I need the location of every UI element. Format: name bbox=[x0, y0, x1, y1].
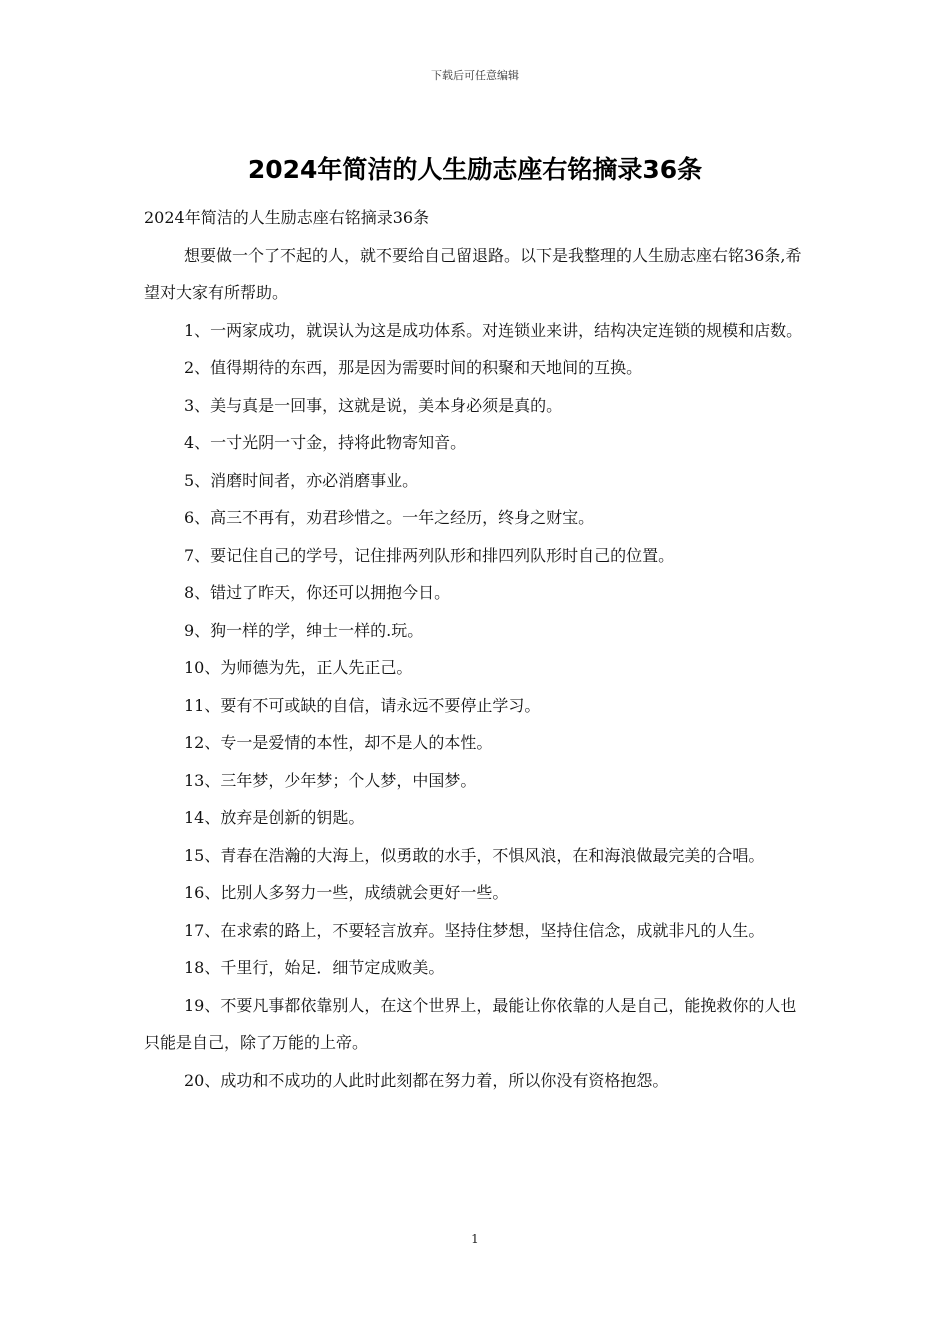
list-item: 1、一两家成功，就误认为这是成功体系。对连锁业来讲，结构决定连锁的规模和店数。 bbox=[184, 320, 803, 340]
intro-paragraph: 想要做一个了不起的人，就不要给自己留退路。以下是我整理的人生励志座右铭36条,希望对大家有所帮助。 bbox=[144, 245, 802, 302]
list-item: 5、消磨时间者，亦必消磨事业。 bbox=[184, 470, 419, 490]
list-item: 3、美与真是一回事，这就是说，美本身必须是真的。 bbox=[184, 395, 563, 415]
document-title: 2024年简洁的人生励志座右铭摘录36条 bbox=[247, 155, 703, 184]
list-item: 8、错过了昨天，你还可以拥抱今日。 bbox=[184, 583, 451, 602]
list-item: 16、比别人多努力一些，成绩就会更好一些。 bbox=[184, 883, 509, 902]
list-item: 4、一寸光阴一寸金，持将此物寄知音。 bbox=[184, 433, 467, 452]
list-item: 9、狗一样的学，绅士一样的.玩。 bbox=[184, 620, 424, 640]
list-item: 2、值得期待的东西，那是因为需要时间的积聚和天地间的互换。 bbox=[184, 358, 643, 377]
document-subtitle: 2024年简洁的人生励志座右铭摘录36条 bbox=[144, 208, 430, 227]
list-item: 15、青春在浩瀚的大海上，似勇敢的水手，不惧风浪，在和海浪做最完美的合唱。 bbox=[184, 845, 765, 865]
list-item: 6、高三不再有，劝君珍惜之。一年之经历，终身之财宝。 bbox=[184, 508, 595, 527]
list-item: 19、不要凡事都依靠别人，在这个世界上，最能让你依靠的人是自己，能挽救你的人也只能是自己，除了万能的上帝。 bbox=[144, 995, 797, 1052]
list-item: 13、三年梦，少年梦；个人梦，中国梦。 bbox=[184, 770, 477, 790]
list-item: 10、为师德为先，正人先正己。 bbox=[184, 658, 413, 677]
list-item: 20、成功和不成功的人此时此刻都在努力着，所以你没有资格抱怨。 bbox=[184, 1070, 669, 1090]
list-item: 12、专一是爱情的本性，却不是人的本性。 bbox=[184, 733, 493, 752]
page-header-note: 下载后可任意编辑 bbox=[431, 69, 519, 82]
list-item: 7、要记住自己的学号，记住排两列队形和排四列队形时自己的位置。 bbox=[184, 545, 675, 565]
list-item: 11、要有不可或缺的自信，请永远不要停止学习。 bbox=[184, 695, 541, 715]
page-number: 1 bbox=[471, 1232, 479, 1246]
document-body bbox=[144, 199, 809, 1099]
list-item: 17、在求索的路上，不要轻言放弃。坚持住梦想，坚持住信念，成就非凡的人生。 bbox=[184, 920, 765, 940]
list-item: 14、放弃是创新的钥匙。 bbox=[184, 808, 365, 827]
list-item: 18、千里行，始足．细节定成败美。 bbox=[184, 958, 445, 977]
